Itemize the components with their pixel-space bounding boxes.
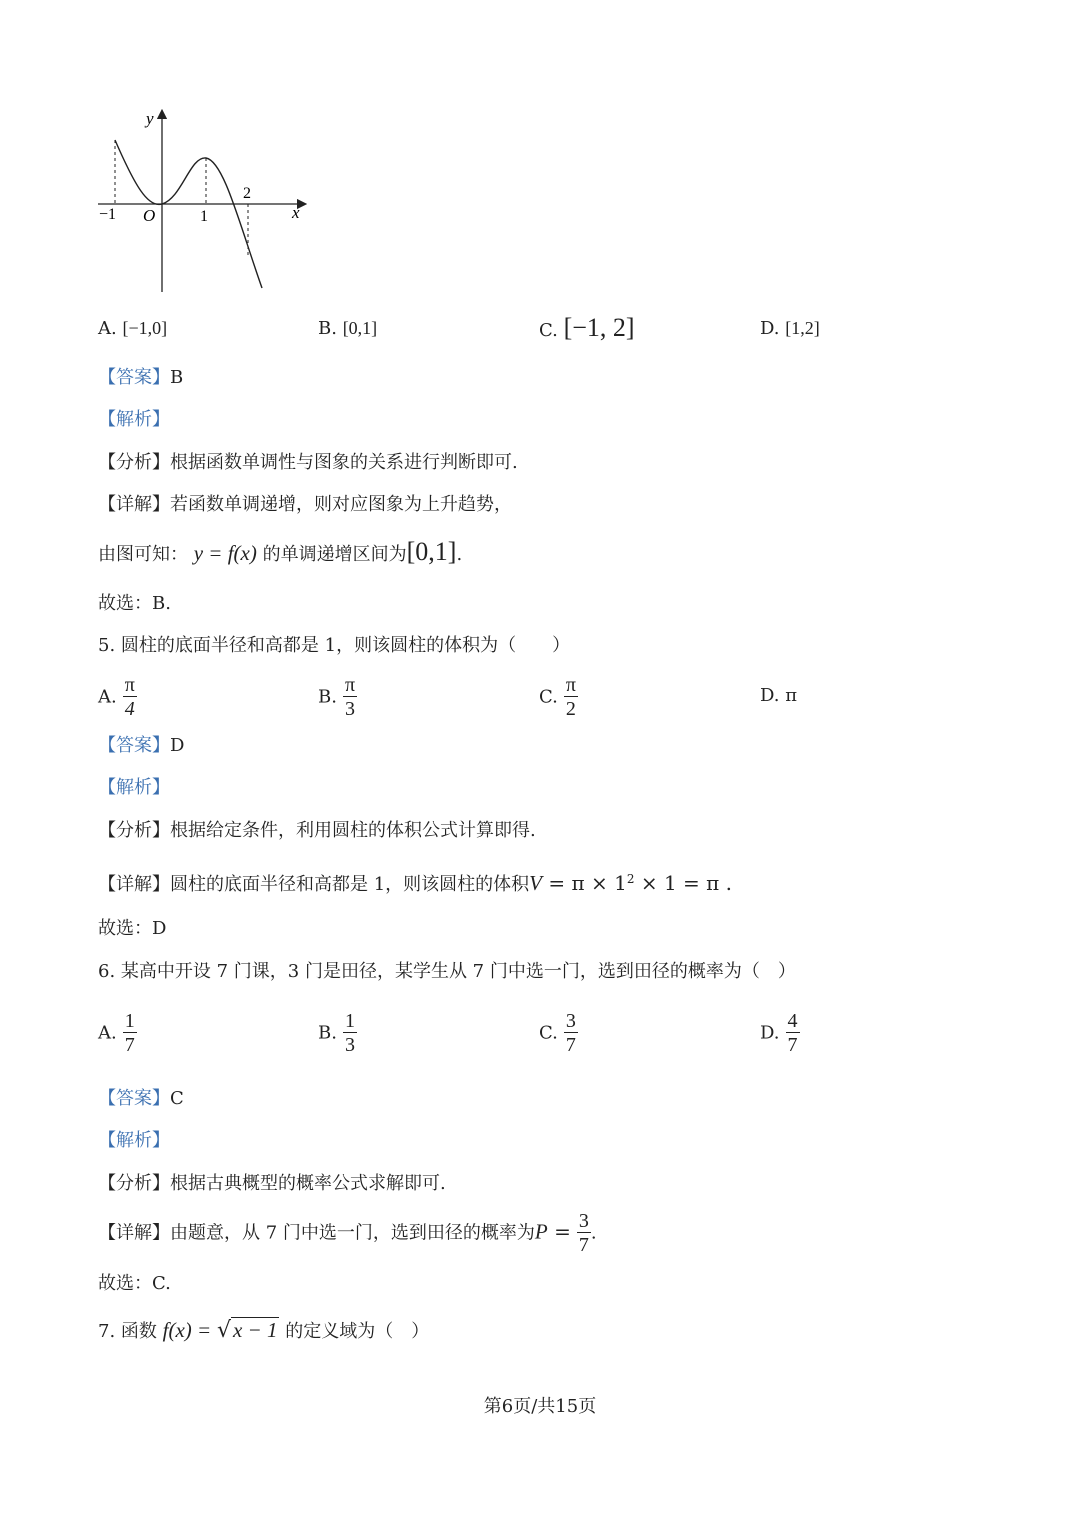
x-label: x [292, 203, 300, 222]
q7-stem: 7. 函数 f(x) = √x − 1 的定义域为（ ） [98, 1318, 430, 1343]
function-graph [90, 106, 310, 296]
q4-conclusion: 故选：B. [98, 593, 171, 614]
q4-xiangjie: 【详解】若函数单调递增，则对应图象为上升趋势， [98, 494, 512, 515]
q6-fenxi: 【分析】根据古典概型的概率公式求解即可. [98, 1173, 446, 1194]
q6-stem: 6. 某高中开设 7 门课，3 门是田径，某学生从 7 门中选一门，选到田径的概率为（ ） [98, 961, 796, 982]
q5-fenxi: 【分析】根据给定条件，利用圆柱的体积公式计算即得. [98, 820, 536, 841]
q5-conclusion: 故选：D [98, 918, 167, 939]
q6-analysis-tag: 【解析】 [98, 1130, 170, 1151]
q4-fenxi: 【分析】根据函数单调性与图象的关系进行判断即可. [98, 452, 518, 473]
q4-analysis-tag: 【解析】 [98, 409, 170, 430]
q6-option-b: B. $\frac{1}{3}$ [318, 1010, 355, 1056]
q6-conclusion: 故选：C. [98, 1273, 171, 1294]
q5-answer: 【答案】D [98, 735, 185, 756]
tick-1: 1 [200, 208, 208, 225]
tick-2: 2 [243, 185, 251, 202]
q5-option-a: A. $\frac{\pi}{4}$ [98, 674, 135, 720]
q5-option-d: D. π [760, 685, 798, 706]
q6-option-d: D. $\frac{4}{7}$ [760, 1010, 798, 1056]
q4-answer: 【答案】B [98, 367, 184, 388]
q4-option-a: A. [−1,0] [98, 318, 168, 339]
q6-option-c: C. $\frac{3}{7}$ [539, 1010, 576, 1056]
tick-neg1: −1 [99, 206, 117, 223]
q4-option-d: D. [1,2] [760, 318, 820, 339]
q4-line2: 由图可知： y = f(x) 的单调递增区间为[0,1]. [98, 537, 463, 566]
curve [115, 140, 262, 288]
q5-option-b: B. $\frac{\pi}{3}$ [318, 674, 356, 720]
q5-xiangjie: 【详解】圆柱的底面半径和高都是 1，则该圆柱的体积$V = \pi \times 1^2 \times 1 = \pi$ . [98, 871, 732, 895]
q6-xiangjie: 【详解】由题意，从 7 门中选一门，选到田径的概率为P = $\frac{3}{7}$ . [98, 1210, 597, 1256]
q5-analysis-tag: 【解析】 [98, 777, 170, 798]
page-footer: 第6页/共15页 [483, 1396, 597, 1417]
y-label: y [146, 109, 154, 128]
q5-option-c: C. $\frac{\pi}{2}$ [539, 674, 576, 720]
q4-option-c: C. [−1, 2] [539, 313, 635, 342]
q4-option-b: B. [0,1] [318, 318, 378, 339]
q5-stem: 5. 圆柱的底面半径和高都是 1，则该圆柱的体积为（ ） [98, 635, 571, 656]
q6-answer: 【答案】C [98, 1088, 184, 1109]
origin-label: O [143, 206, 156, 225]
q6-option-a: A. $\frac{1}{7}$ [98, 1010, 135, 1056]
